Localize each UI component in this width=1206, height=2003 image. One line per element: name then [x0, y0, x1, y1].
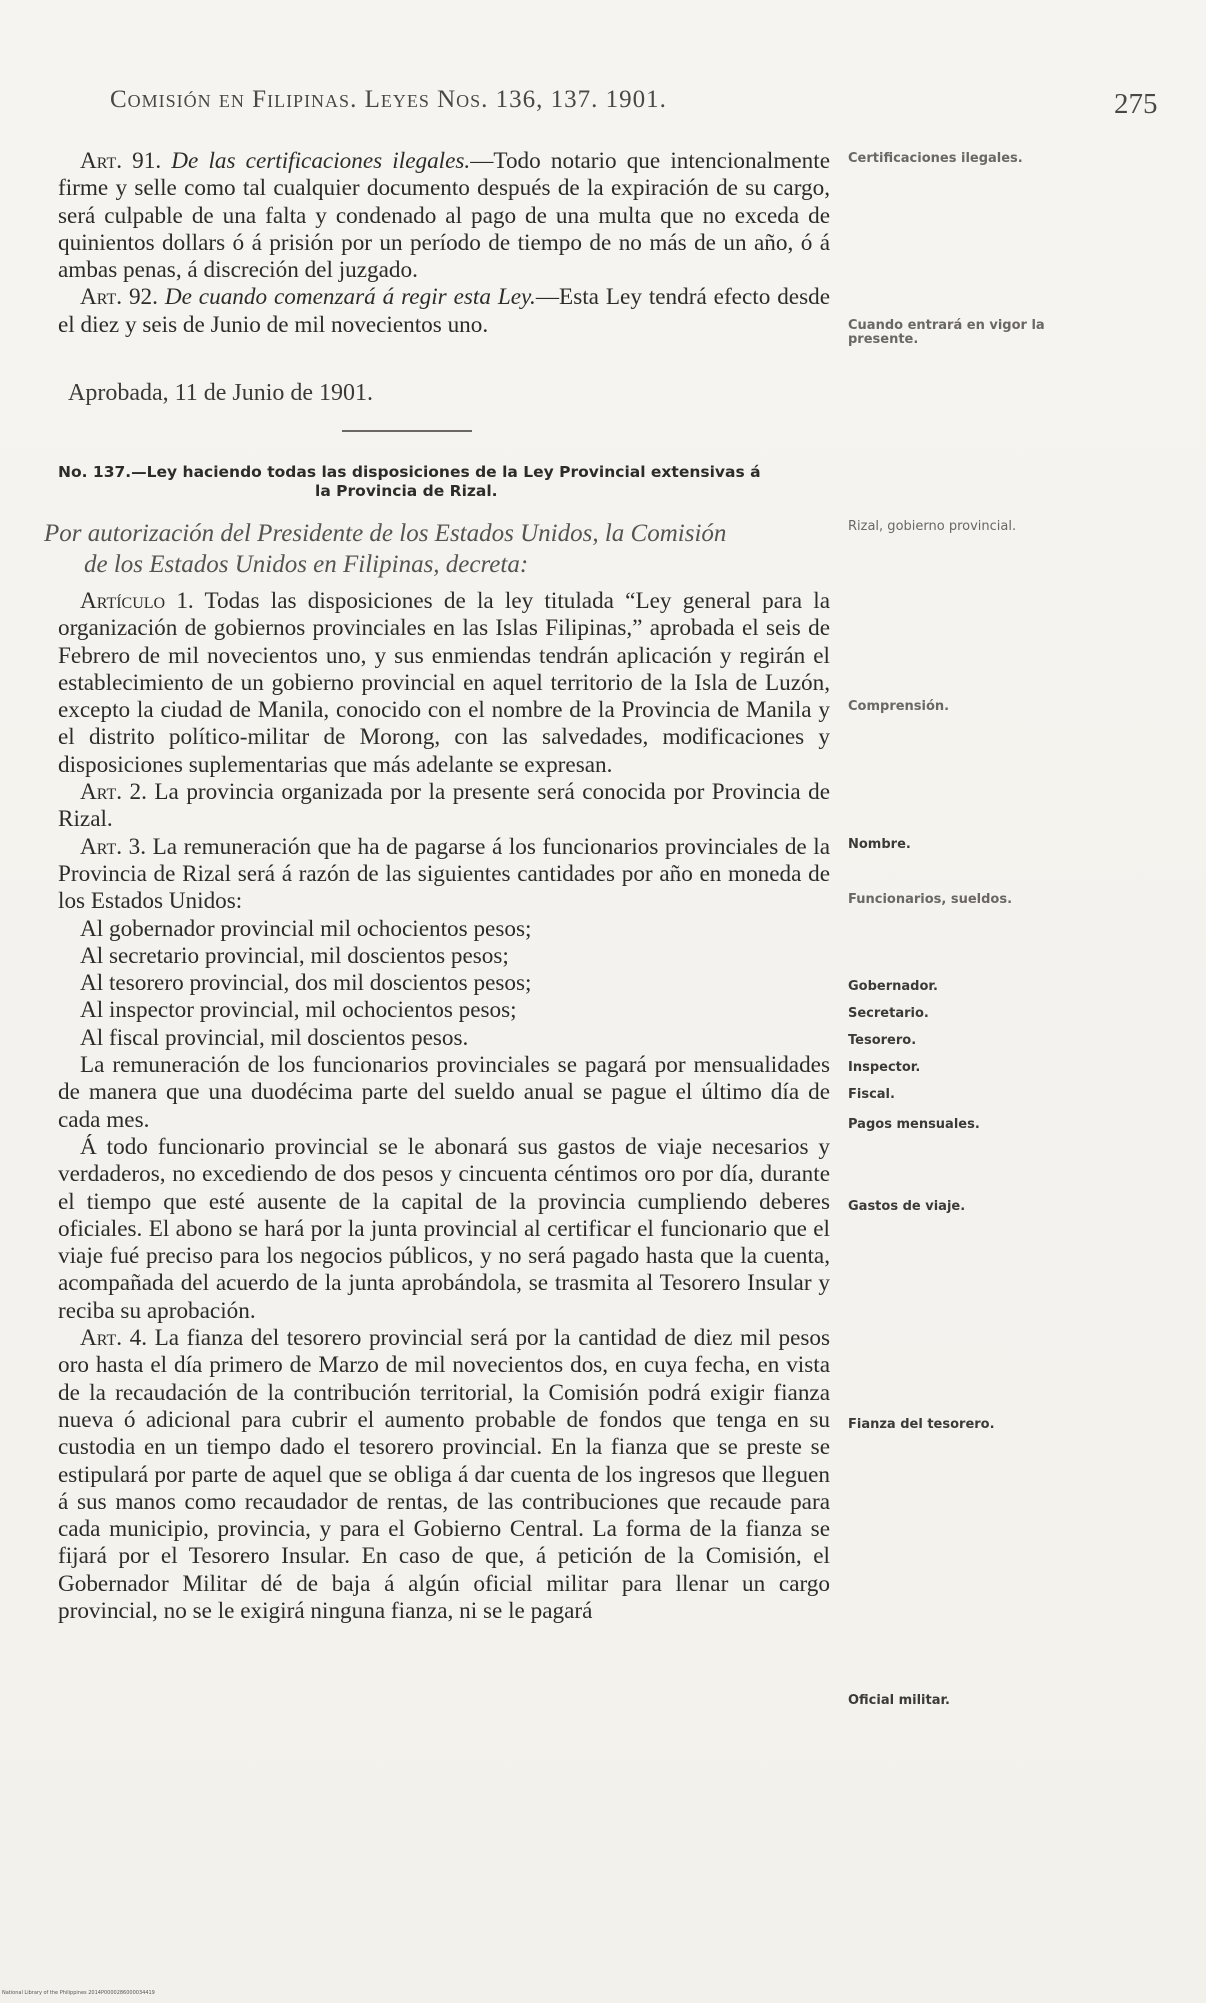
preamble-line1: Por autorización del Presidente de los Estados Unidos, la Comisión [44, 520, 727, 547]
article-1-head: Artículo 1. [80, 588, 194, 614]
salary-item: Al gobernador provincial mil ochocientos pesos; [80, 915, 532, 942]
margin-note-vigor: Cuando entrará en vigor la presente. [848, 318, 1045, 347]
law137-body [58, 588, 830, 1625]
margin-note-oficial: Oficial militar. [848, 1693, 951, 1708]
margin-note-inspector: Inspector. [848, 1060, 921, 1075]
article-3-text: La remuneración que ha de pagarse á los funcionarios provinciales de la Provincia de Rizal será á razón de las siguientes cantidades por año en moneda de los Estados Unidos: [58, 833, 831, 915]
law136-section [58, 148, 830, 339]
article-92-title: De cuando comenzará á regir esta Ley. [164, 284, 536, 311]
margin-note-secretario: Secretario. [848, 1006, 929, 1021]
salary-item: Al fiscal provincial, mil doscientos pesos. [80, 1024, 469, 1051]
monthly-payment-paragraph: La remuneración de los funcionarios provinciales se pagará por mensualidades de manera que una duodécima parte del sueldo anual se pague el último día de cada mes. [58, 1052, 830, 1133]
article-91-head: Art. 91. [80, 148, 162, 174]
article-92-text: —Esta Ley tendrá efecto desde el diez y seis de Junio de mil novecientos uno. [58, 284, 831, 338]
margin-note-nombre: Nombre. [848, 837, 911, 852]
salary-list [58, 916, 830, 1052]
salary-item: Al tesorero provincial, dos mil doscientos pesos; [80, 970, 532, 997]
margin-note-tesorero: Tesorero. [848, 1033, 917, 1048]
margin-note-comprension: Comprensión. [848, 699, 950, 714]
page-number: 275 [1114, 88, 1158, 120]
article-2-head: Art. 2. [80, 779, 147, 806]
margin-note-fiscal: Fiscal. [848, 1087, 895, 1102]
salary-item: Al inspector provincial, mil ochocientos pesos; [80, 997, 517, 1024]
article-3-head: Art. 3. [80, 833, 146, 860]
margin-note-certificaciones: Certificaciones ilegales. [848, 151, 1023, 166]
margin-note-pagos: Pagos mensuales. [848, 1117, 980, 1132]
law-137-title-line1: No. 137.—Ley haciendo todas las disposiciones de la Ley Provincial extensivas á [58, 463, 761, 481]
section-divider [342, 430, 472, 432]
margin-note-gastos: Gastos de viaje. [848, 1199, 966, 1214]
article-92-head: Art. 92. [80, 284, 158, 311]
article-2-text: La provincia organizada por la presente será conocida por Provincia de Rizal. [58, 779, 831, 833]
approval-date: Aprobada, 11 de Junio de 1901. [68, 380, 374, 406]
running-head: Comisión en Filipinas. Leyes Nos. 136, 137. 1901. [110, 86, 667, 113]
law-137-title-line2: la Provincia de Rizal. [315, 482, 498, 500]
preamble [44, 518, 844, 580]
travel-expense-paragraph: Á todo funcionario provincial se le abonará sus gastos de viaje necesarios y verdaderos, no excediendo de dos pesos y cincuenta céntimos oro por día, durante el tiempo que esté ausente de la capital de la provincia cumpliendo deberes oficiales. El abono se hará por la junta provincial al certificar el funcionario que el viaje fué preciso para los negocios públicos, y no será pagado hasta que la cuenta, acompañada del acuerdo de la junta aprobándola, se trasmita al Tesorero Insular y reciba su aprobación. [58, 1133, 830, 1324]
article-1-text: Todas las disposiciones de la ley titulada “Ley general para la organización de gobiernos provinciales en las Islas Filipinas,” aprobada el seis de Febrero de mil novecientos uno, y sus enmiendas tendrán aplicación y regirán el establecimiento de un gobierno provincial en aquel territorio de la Isla de Luzón, excepto la ciudad de Manila, conocido con el nombre de la Provincia de Manila y el distrito político-militar de Morong, con las salvedades, modificaciones y disposiciones suplementarias que más adelante se expresan. [58, 588, 830, 778]
article-3 [58, 834, 830, 916]
article-92 [58, 284, 830, 339]
article-4 [58, 1325, 830, 1625]
article-1 [58, 588, 830, 779]
article-4-head: Art. 4. [80, 1325, 147, 1352]
preamble-line2: de los Estados Unidos en Filipinas, decreta: [84, 551, 529, 578]
law-137-title [58, 463, 838, 501]
article-91 [58, 148, 830, 284]
article-91-title: De las certificaciones ilegales. [171, 148, 471, 174]
article-2 [58, 779, 830, 834]
article-91-text: —Todo notario que intencionalmente firme y selle como tal cualquier documento después de la expiración de su cargo, será culpable de una falta y condenado al pago de una multa que no exceda de quinientos dollars ó á prisión por un período de tiempo de no más de un año, ó á ambas penas, á discreción del juzgado. [58, 148, 830, 284]
scan-credit: National Library of the Philippines 2014P0000286000034419 [2, 1990, 155, 1996]
margin-note-funcionarios: Funcionarios, sueldos. [848, 892, 1013, 907]
margin-note-rizal: Rizal, gobierno provincial. [848, 519, 1017, 534]
article-4-text: La fianza del tesorero provincial será por la cantidad de diez mil pesos oro hasta el día primero de Marzo de mil novecientos dos, en cuya fecha, en vista de la recaudación de la contribución territorial, la Comisión podrá exigir fianza nueva ó adicional para cubrir el aumento probable de fondos que tenga en su custodia en un tiempo dado el tesorero provincial. En la fianza que se preste se estipulará por parte de aquel que se obliga á dar cuenta de los ingresos que lleguen á sus manos como recaudador de rentas, de las contribuciones que recaude para cada municipio, provincia, y para el Gobierno Central. La forma de la fianza se fijará por el Tesorero Insular. En caso de que, á petición de la Comisión, el Gobernador Militar dé de baja á algún oficial militar para llenar un cargo provincial, no se le exigirá ninguna fianza, ni se le pagará [58, 1325, 831, 1624]
salary-item: Al secretario provincial, mil doscientos pesos; [80, 942, 509, 969]
margin-note-fianza: Fianza del tesorero. [848, 1417, 995, 1432]
margin-note-gobernador: Gobernador. [848, 979, 938, 994]
